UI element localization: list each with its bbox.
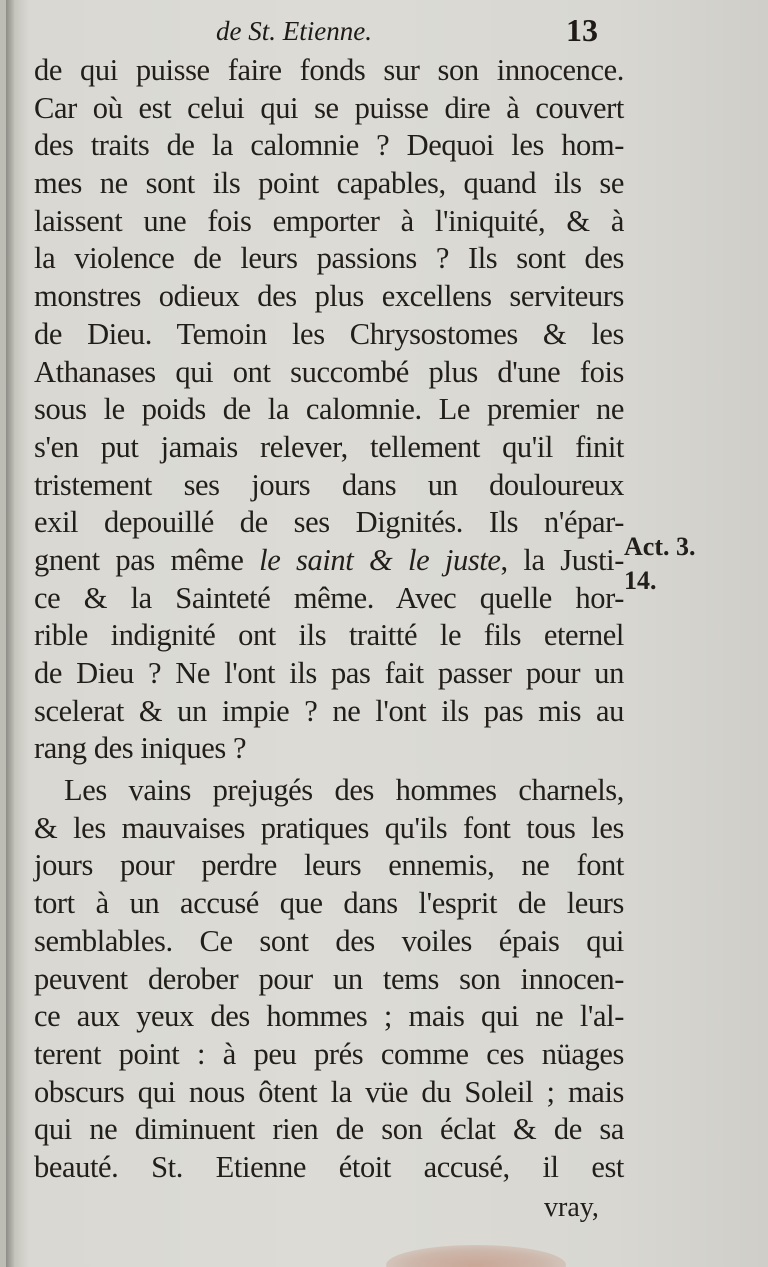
- running-title: de St. Etienne.: [216, 16, 372, 46]
- text-line: tristement ses jours dans un douloureux: [34, 467, 624, 502]
- text-line: de Dieu ? Ne l'ont ils pas fait passer pour un: [34, 656, 624, 690]
- text-line: beauté. St. Etienne étoit accusé, il est: [34, 1149, 624, 1184]
- text-segment: , la Justi-: [500, 542, 624, 577]
- text-line: ce aux yeux des hommes ; mais qui ne l'al-: [34, 999, 624, 1034]
- paragraph-first-line: Les vains prejugés des hommes charnels,: [64, 773, 624, 808]
- text-line: Car où est celui qui se puisse dire à couvert: [34, 90, 624, 125]
- text-line: obscurs qui nous ôtent la vüe du Soleil ; mais: [34, 1074, 624, 1109]
- page-number: 13: [566, 12, 598, 48]
- text-line: s'en put jamais relever, tellement qu'il finit: [34, 429, 624, 464]
- text-line: rible indignité ont ils traitté le fils eternel: [34, 618, 624, 653]
- page-gutter: [6, 0, 14, 1267]
- thumb-shadow: [386, 1245, 566, 1267]
- text-line: mes ne sont ils point capables, quand ils se: [34, 166, 624, 201]
- text-line: sous le poids de la calomnie. Le premier ne: [34, 392, 624, 427]
- text-line: des traits de la calomnie ? Dequoi les hom-: [34, 128, 624, 163]
- text-line: qui ne diminuent rien de son éclat & de sa: [34, 1112, 624, 1147]
- text-line: de Dieu. Temoin les Chrysostomes & les: [34, 316, 624, 351]
- book-page: [6, 0, 768, 1267]
- text-line: semblables. Ce sont des voiles épais qui: [34, 923, 624, 958]
- text-line: monstres odieux des plus excellens serviteurs: [34, 279, 624, 314]
- text-line-with-italic: [34, 542, 624, 580]
- text-line: ce & la Sainteté même. Avec quelle hor-: [34, 580, 624, 615]
- main-text: [34, 52, 624, 1187]
- text-line: laissent une fois emporter à l'iniquité, & à: [34, 203, 624, 238]
- margin-reference-line: Act. 3.: [624, 532, 696, 561]
- italic-quote: le saint & le juste: [259, 542, 501, 577]
- text-line: peuvent derober pour un tems son innocen-: [34, 961, 624, 996]
- text-line: rang des iniques ?: [34, 731, 247, 766]
- text-line: & les mauvaises pratiques qu'ils font tous les: [34, 810, 624, 845]
- margin-reference: [624, 530, 754, 598]
- text-line: la violence de leurs passions ? Ils sont des: [34, 241, 624, 276]
- catchword: vray,: [544, 1192, 599, 1223]
- text-line: terent point : à peu prés comme ces nüages: [34, 1036, 624, 1071]
- text-line: jours pour perdre leurs ennemis, ne font: [34, 848, 624, 883]
- text-line: Athanases qui ont succombé plus d'une fois: [34, 354, 624, 389]
- text-segment: gnent pas même: [34, 542, 260, 577]
- margin-reference-line: 14.: [624, 566, 657, 595]
- text-line: tort à un accusé que dans l'esprit de leurs: [34, 886, 624, 921]
- running-head: [6, 10, 768, 50]
- text-line: scelerat & un impie ? ne l'ont ils pas mis au: [34, 693, 624, 728]
- text-line: exil depouillé de ses Dignités. Ils n'épar-: [34, 505, 624, 540]
- text-line: de qui puisse faire fonds sur son innocence.: [34, 53, 624, 87]
